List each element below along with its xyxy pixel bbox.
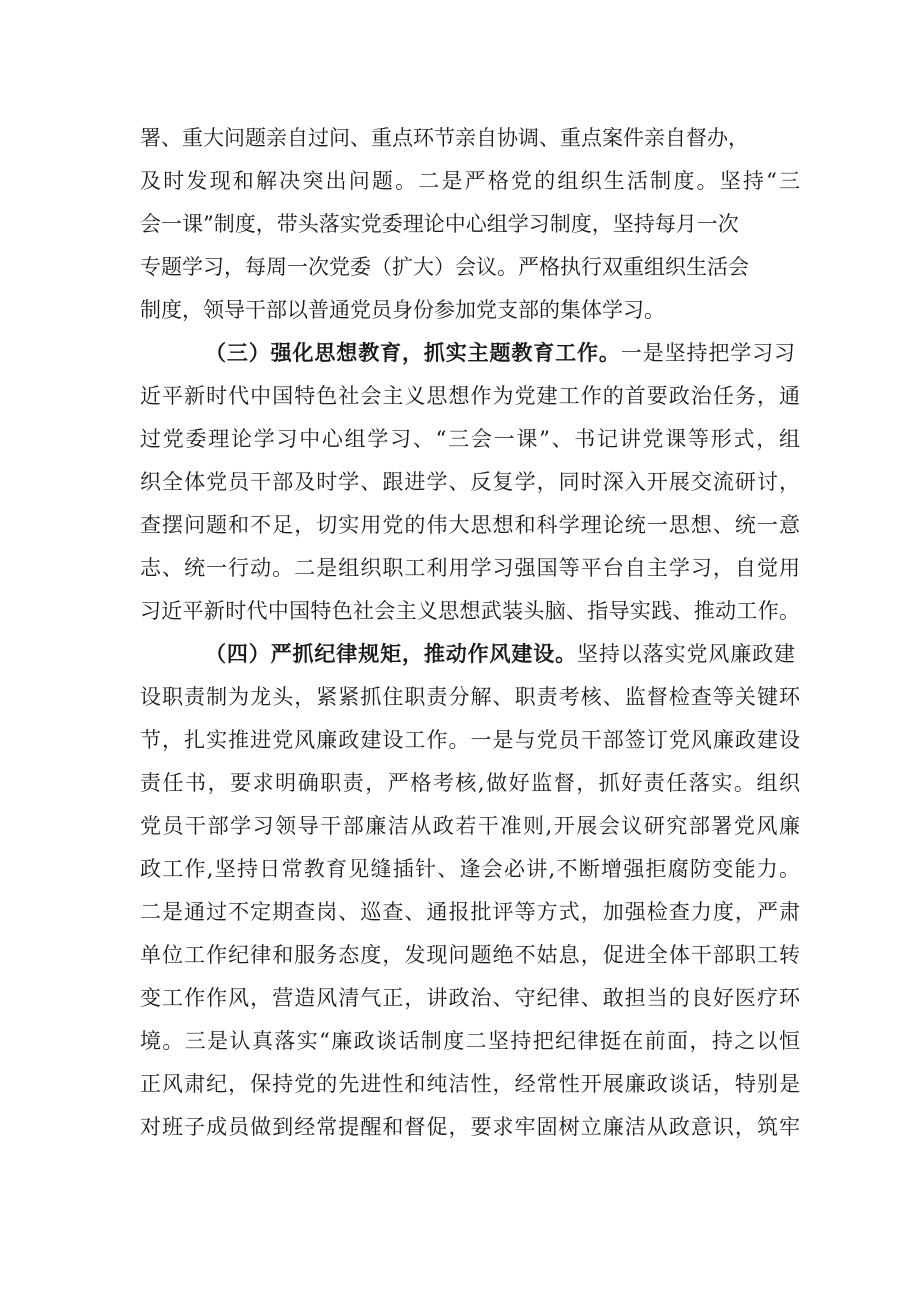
paragraph-line: 政工作,坚持日常教育见缝插针、逢会必讲,不断增强拒腐防变能力。 <box>140 857 800 881</box>
paragraph-line: 近平新时代中国特色社会主义思想作为党建工作的首要政治任务，通 <box>140 384 800 408</box>
paragraph-line: 设职责制为龙头，紧紧抓住职责分解、职责考核、监督检查等关键环 <box>140 685 800 709</box>
paragraph-line: 专题学习，每周一次党委（扩大）会议。严格执行双重组织生活会 <box>140 255 749 279</box>
paragraph-line: 志、统一行动。二是组织职工利用学习强国等平台自主学习，自觉用 <box>140 556 800 580</box>
paragraph-line: 制度，领导干部以普通党员身份参加党支部的集体学习。 <box>140 298 665 322</box>
section-3-first-line-text: 一是坚持把学习习 <box>620 341 795 365</box>
paragraph-line: 会一课”制度，带头落实党委理论中心组学习制度，坚持每月一次 <box>140 212 739 236</box>
paragraph-line: 查摆问题和不足，切实用党的伟大思想和科学理论统一思想、统一意 <box>140 513 800 537</box>
section-4-heading: （四）严抓纪律规矩，推动作风建设。 <box>205 641 578 666</box>
paragraph-line: 境。三是认真落实“廉政谈话制度二坚持把纪律挺在前面，持之以恒 <box>140 1029 800 1053</box>
paragraph-line: 党员干部学习领导干部廉洁从政若干准则,开展会议研究部署党风廉 <box>140 814 800 838</box>
paragraph-line: 正风肃纪，保持党的先进性和纯洁性，经常性开展廉政谈话，特别是 <box>140 1072 800 1096</box>
paragraph-line: 对班子成员做到经常提醒和督促，要求牢固树立廉洁从政意识，筑牢 <box>140 1115 800 1139</box>
section-3-first-line <box>205 333 795 373</box>
paragraph-line: 及时发现和解决突出问题。二是严格党的组织生活制度。坚持“三 <box>140 169 800 193</box>
section-4-first-line-text: 坚持以落实党风廉政建 <box>577 642 795 666</box>
paragraph-line: 二是通过不定期查岗、巡查、通报批评等方式，加强检查力度，严肃 <box>140 900 800 924</box>
section-4-first-line <box>205 634 795 674</box>
paragraph-line: 过党委理论学习中心组学习、“三会一课”、书记讲党课等形式，组 <box>140 427 800 451</box>
paragraph-line: 责任书，要求明确职责，严格考核,做好监督，抓好责任落实。组织 <box>140 771 800 795</box>
section-3-heading: （三）强化思想教育，抓实主题教育工作。 <box>205 340 621 365</box>
paragraph-line: 变工作作风，营造风清气正，讲政治、守纪律、敢担当的良好医疗环 <box>140 986 800 1010</box>
paragraph-line: 单位工作纪律和服务态度，发现问题绝不姑息，促进全体干部职工转 <box>140 943 800 967</box>
paragraph-line: 节，扎实推进党风廉政建设工作。一是与党员干部签订党风廉政建设 <box>140 728 800 752</box>
paragraph-line: 习近平新时代中国特色社会主义思想武装头脑、指导实践、推动工作。 <box>140 599 800 623</box>
paragraph-line: 署、重大问题亲自过问、重点环节亲自协调、重点案件亲自督办， <box>140 126 749 150</box>
paragraph-line: 织全体党员干部及时学、跟进学、反复学，同时深入开展交流研讨， <box>140 470 800 494</box>
